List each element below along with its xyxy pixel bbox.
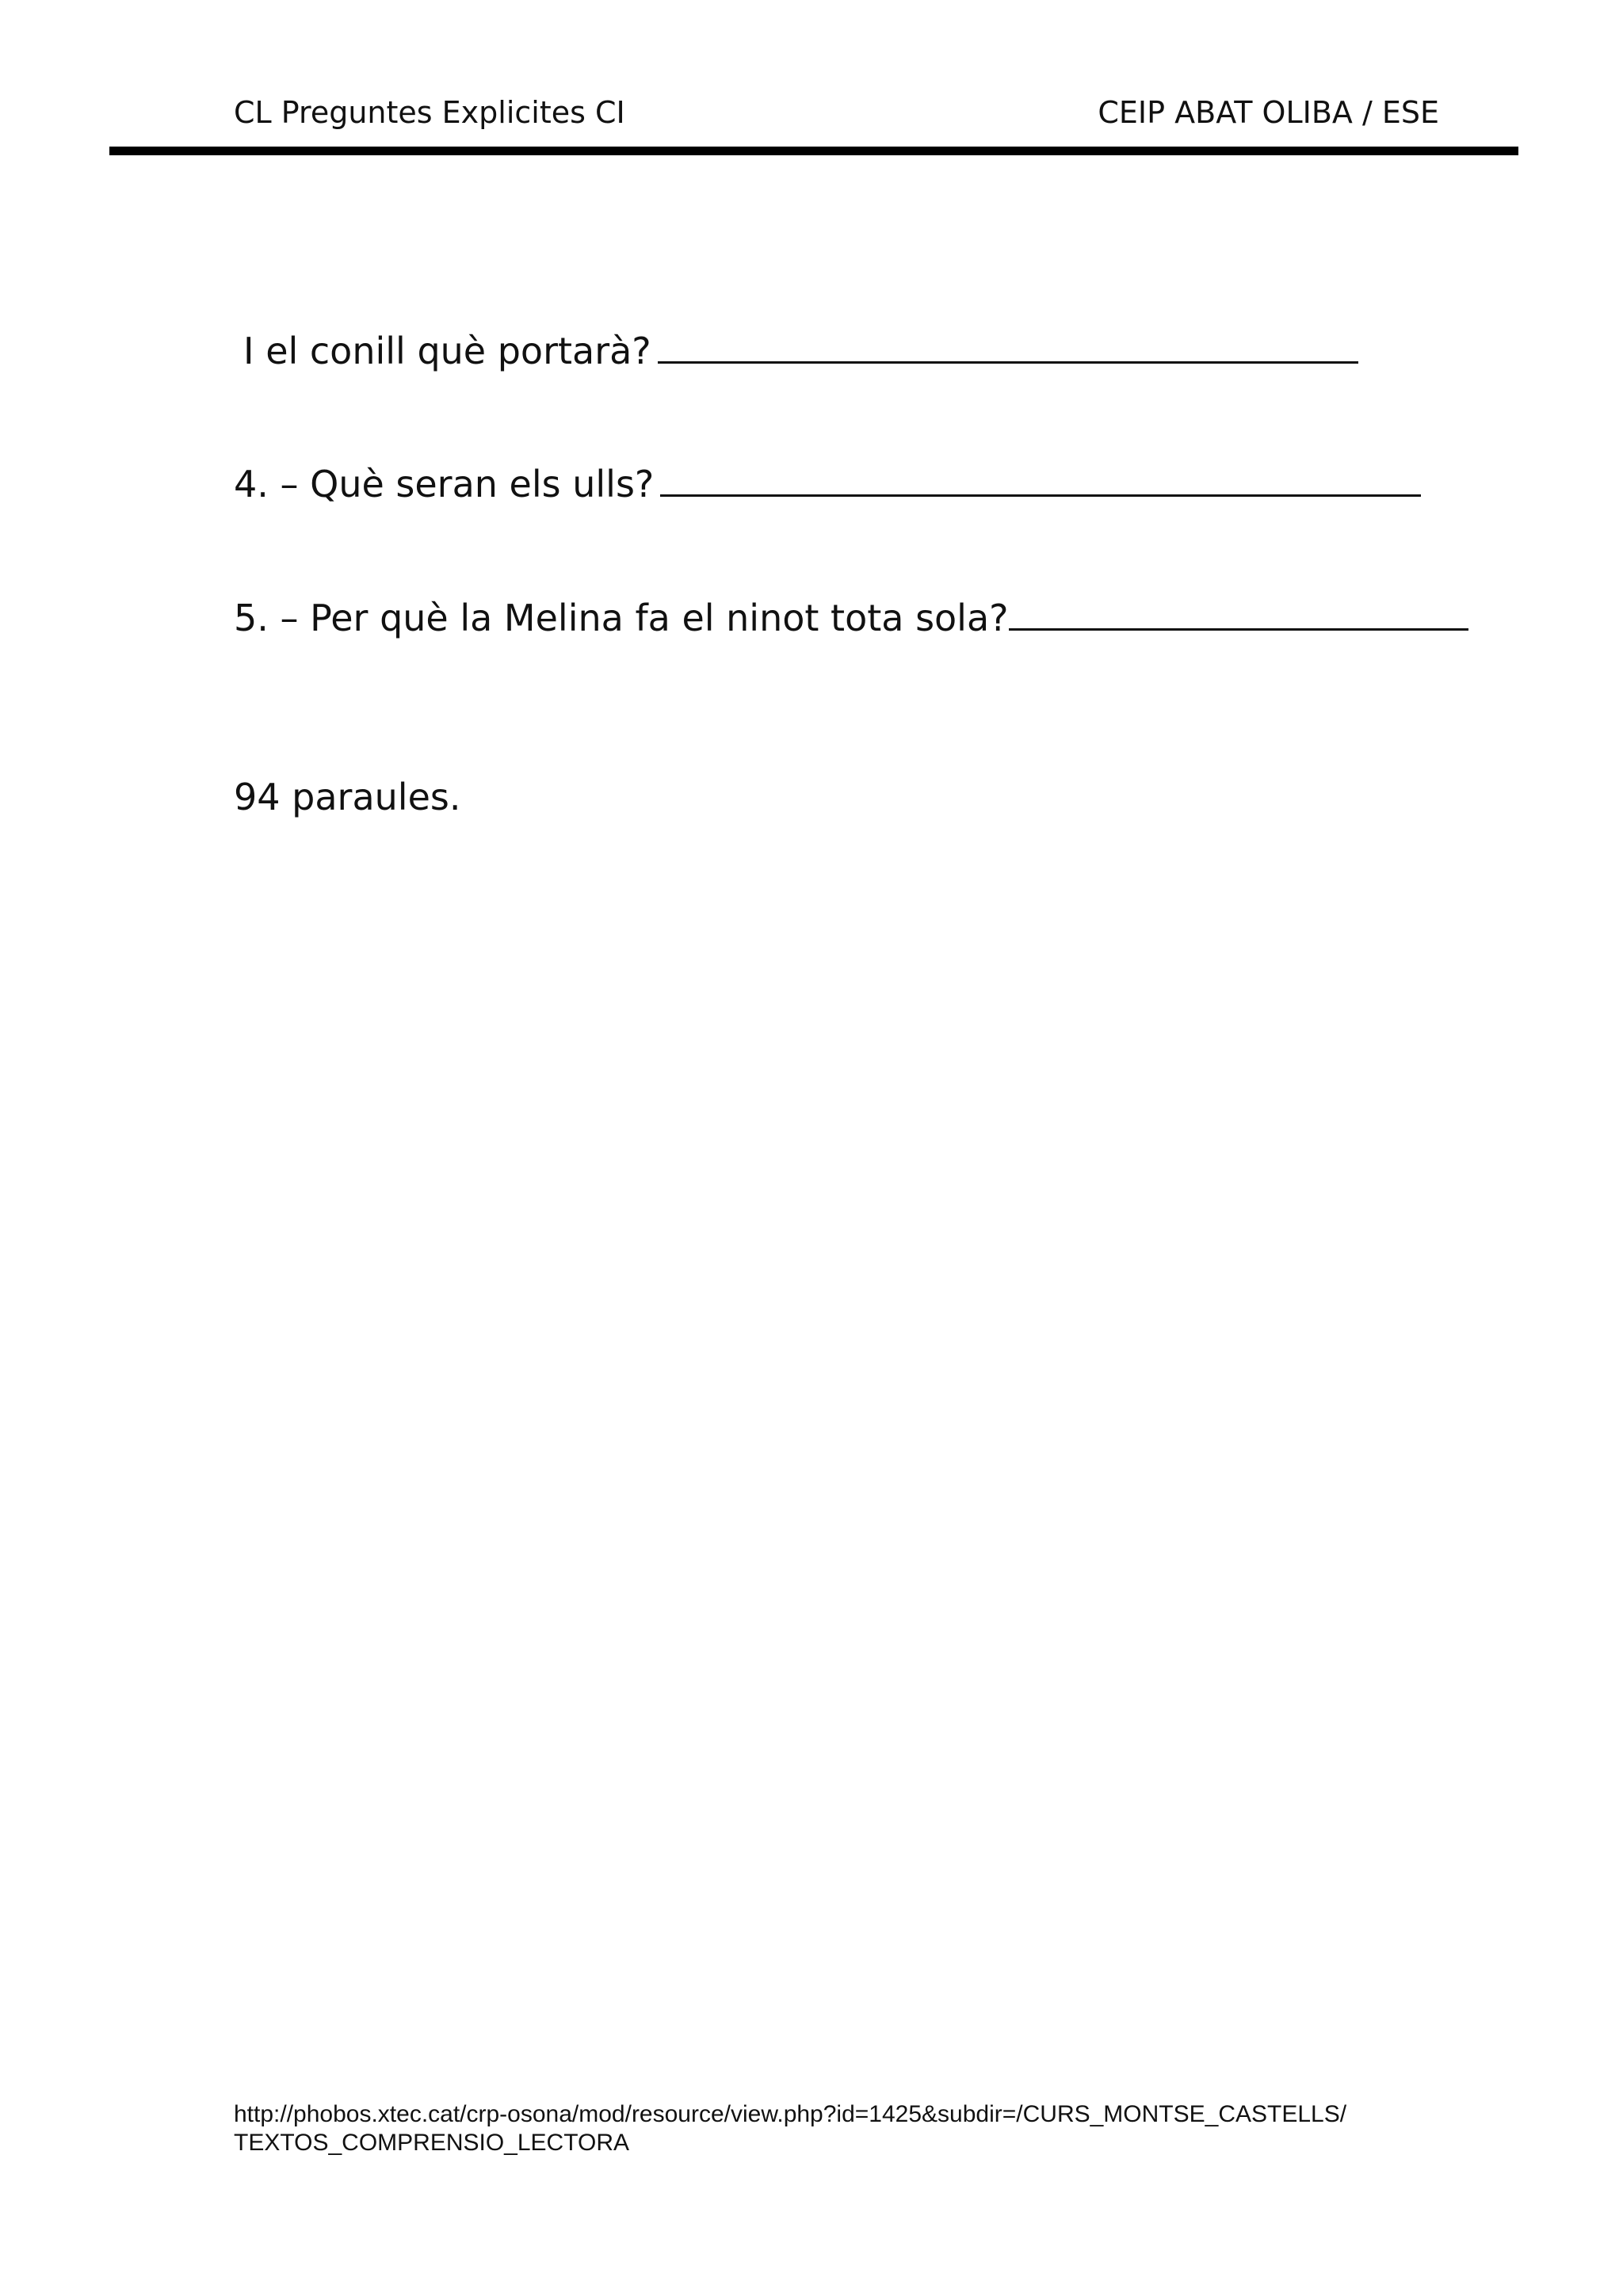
answer-blank[interactable]	[660, 460, 1421, 497]
answer-blank[interactable]	[1009, 593, 1468, 631]
question-5	[234, 593, 1468, 642]
question-text: I el conill què portarà?	[243, 330, 651, 372]
footer-url-line-1: http://phobos.xtec.cat/crp-osona/mod/resource/view.php?id=1425&subdir=/CURS_MONTSE_CASTELLS/	[234, 2101, 1347, 2127]
answer-blank[interactable]	[658, 326, 1358, 364]
question-conill	[243, 326, 1358, 375]
footer-source-url	[234, 2100, 1470, 2157]
footer-url-line-2: TEXTOS_COMPRENSIO_LECTORA	[234, 2130, 630, 2156]
header-divider	[109, 147, 1518, 155]
question-4	[234, 460, 1421, 508]
header-title-left: CL Preguntes Explicites CI	[234, 95, 625, 130]
question-text: 5. – Per què la Melina fa el ninot tota sola?	[234, 597, 1009, 639]
header-title-right: CEIP ABAT OLIBA / ESE	[1098, 95, 1439, 130]
question-text: 4. – Què seran els ulls?	[234, 463, 655, 505]
word-count: 94 paraules.	[234, 776, 461, 818]
